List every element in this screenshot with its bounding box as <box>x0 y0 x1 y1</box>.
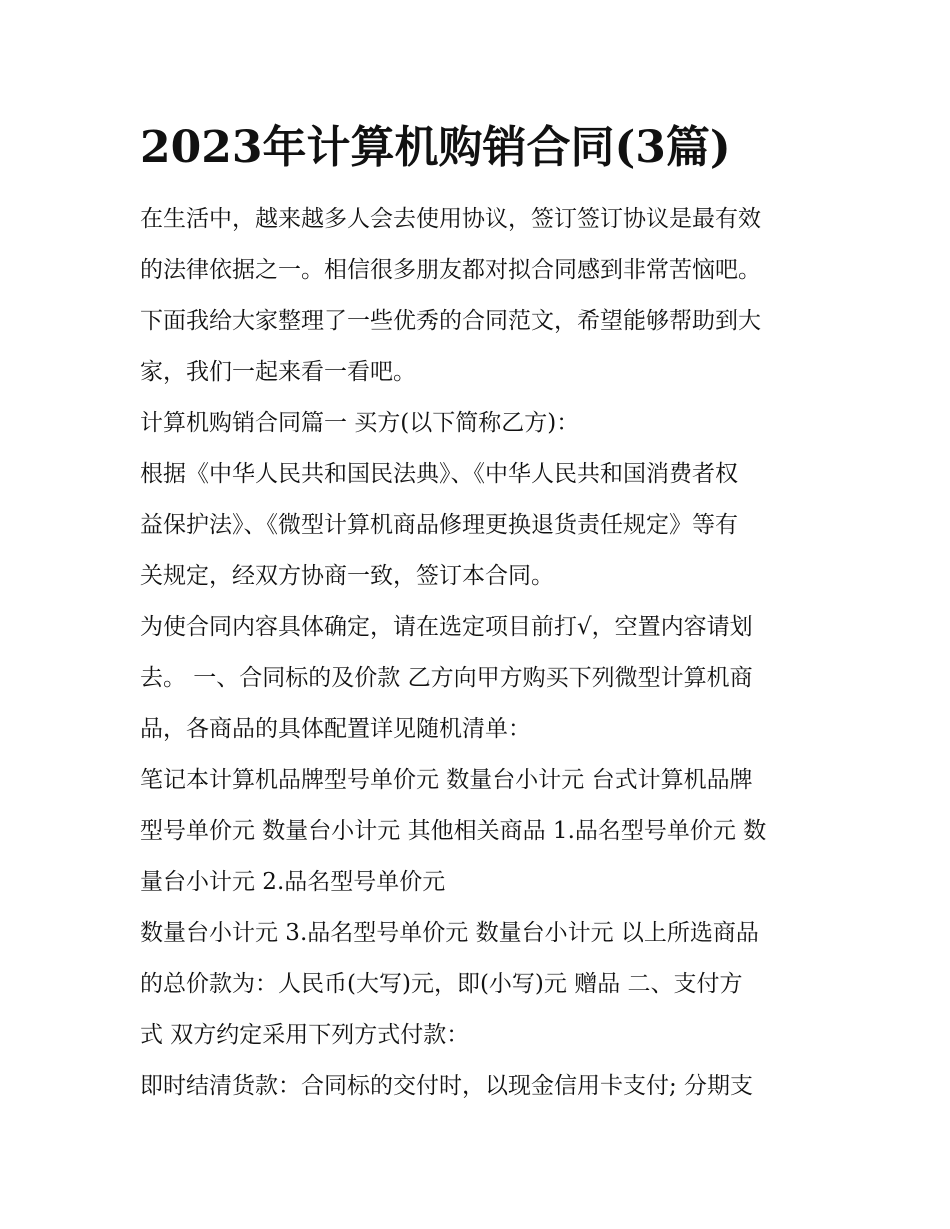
paragraph-legal-basis <box>140 449 816 602</box>
text-line: 去。 一、合同标的及价款 乙方向甲方购买下列微型计算机商 <box>140 665 753 691</box>
paragraph-price-payment <box>140 908 816 1061</box>
text-line: 型号单价元 数量台小计元 其他相关商品 1.品名型号单价元 数 <box>140 818 767 844</box>
paragraph-intro <box>140 194 816 398</box>
text-line: 的总价款为：人民币(大写)元，即(小写)元 赠品 二、支付方 <box>140 971 743 997</box>
paragraph-contract-subject <box>140 602 816 755</box>
text-line: 数量台小计元 3.品名型号单价元 数量台小计元 以上所选商品 <box>140 920 759 946</box>
text-line: 的法律依据之一。相信很多朋友都对拟合同感到非常苦恼吧。 <box>140 257 761 283</box>
text-line: 根据《中华人民共和国民法典》、《中华人民共和国消费者权 <box>140 461 738 487</box>
document-title: 2023年计算机购销合同(3篇) <box>140 122 731 173</box>
paragraph-payment-terms <box>140 1061 816 1112</box>
text-line: 量台小计元 2.品名型号单价元 <box>140 869 446 895</box>
text-line: 即时结清货款：合同标的交付时，以现金信用卡支付; 分期支 <box>140 1073 754 1099</box>
text-line: 关规定，经双方协商一致，签订本合同。 <box>140 563 554 589</box>
text-line: 为使合同内容具体确定，请在选定项目前打√，空置内容请划 <box>140 614 753 640</box>
text-line: 笔记本计算机品牌型号单价元 数量台小计元 台式计算机品牌 <box>140 767 753 793</box>
text-line: 品，各商品的具体配置详见随机清单： <box>140 716 531 742</box>
text-line: 式 双方约定采用下列方式付款： <box>140 1022 470 1048</box>
paragraph-product-list <box>140 755 816 908</box>
text-line: 家，我们一起来看一看吧。 <box>140 359 416 385</box>
document-body <box>140 194 816 1112</box>
text-line: 计算机购销合同篇一 买方(以下简称乙方)： <box>140 410 580 436</box>
text-line: 益保护法》、《微型计算机商品修理更换退货责任规定》等有 <box>140 512 738 538</box>
text-line: 在生活中，越来越多人会去使用协议，签订签订协议是最有效 <box>140 206 761 232</box>
paragraph-section-heading <box>140 398 816 449</box>
text-line: 下面我给大家整理了一些优秀的合同范文，希望能够帮助到大 <box>140 308 761 334</box>
